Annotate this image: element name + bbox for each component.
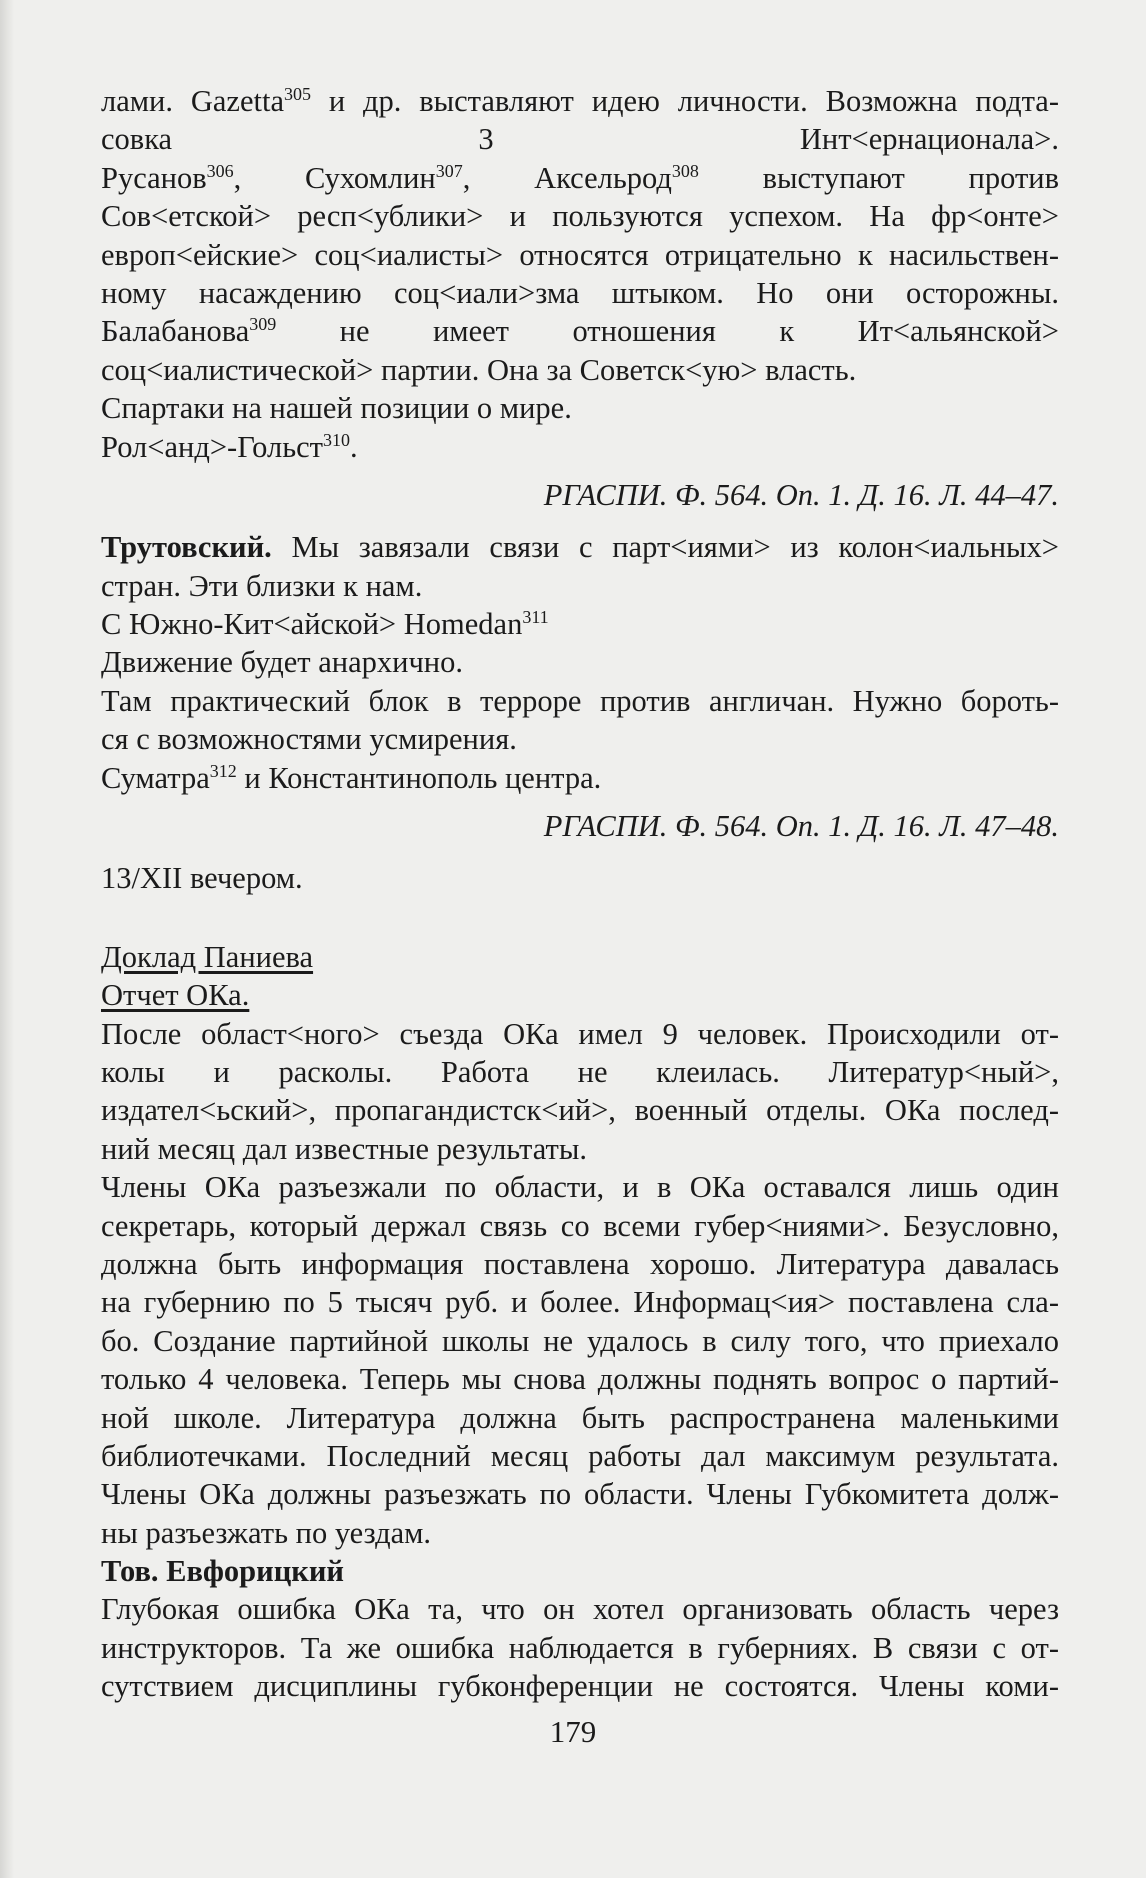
blank-line [101, 898, 1059, 938]
text-line [101, 1245, 1059, 1283]
text-line [101, 1015, 1059, 1053]
text-run: Там практический блок в терроре против англичан. Нужно бороть- [101, 683, 1059, 718]
text-run: Суматра [101, 760, 210, 795]
footnote-marker: 310 [323, 429, 351, 450]
text-run: стран. Эти близки к нам. [101, 568, 423, 603]
text-run: не имеет отношения к Ит<альянской> [276, 314, 1059, 349]
speaker-name: Трутовский. [101, 530, 272, 565]
footnote-marker: 312 [209, 760, 237, 781]
page-text [101, 82, 1059, 1706]
footnote-marker: 309 [249, 314, 277, 335]
text-run: После област<ного> съезда ОКа имел 9 человек. Происходили от- [101, 1016, 1059, 1051]
text-line [101, 1552, 1059, 1590]
text-run: Члены ОКа должны разъезжать по области. Члены Губкомитета долж- [101, 1477, 1059, 1512]
text-run: совка 3 Инт<ернационала>. [101, 122, 1059, 157]
text-line [101, 567, 1059, 605]
text-run: Русанов [101, 160, 207, 195]
text-run: инструкторов. Та же ошибка наблюдается в губерниях. В связи с от- [101, 1630, 1059, 1665]
text-run: ны разъезжать по уездам. [101, 1515, 432, 1550]
footnote-marker: 307 [435, 160, 463, 181]
text-run: С Южно-Кит<айской> Homedan [101, 607, 523, 642]
text-run: бо. Создание партийной школы не удалось в силу того, что приехало [101, 1323, 1059, 1358]
text-run: Мы завязали связи с парт<иями> из колон<иальных> [271, 530, 1059, 565]
text-run: . [350, 429, 358, 464]
footnote-marker: 305 [283, 83, 311, 104]
footnote-marker: 311 [522, 606, 549, 627]
text-line [101, 1283, 1059, 1321]
text-line [101, 236, 1059, 274]
text-run: Балабанова [101, 314, 250, 349]
text-line [101, 1399, 1059, 1437]
text-line [101, 682, 1059, 720]
text-run: Движение будет анархично. [101, 645, 463, 680]
text-line [101, 428, 1059, 466]
text-run: секретарь, который держал связь со всеми губер<ниями>. Безусловно, [101, 1208, 1059, 1243]
text-line [101, 1514, 1059, 1552]
text-run: соц<иалистической> партии. Она за Советск<ую> власть. [101, 352, 857, 387]
text-line [101, 1475, 1059, 1513]
text-run: выступают против [698, 160, 1059, 195]
footnote-marker: 306 [206, 160, 234, 181]
text-run: и др. выставляют идею личности. Возможна подта- [310, 84, 1059, 118]
text-line [101, 351, 1059, 389]
text-line [101, 938, 1059, 976]
text-line [101, 1437, 1059, 1475]
text-line [101, 82, 1059, 120]
footnote-marker: 308 [671, 160, 699, 181]
text-run: должна быть информация поставлена хорошо. Литература давалась [101, 1246, 1059, 1281]
text-line [101, 759, 1059, 797]
text-run: европ<ейские> соц<иалисты> относятся отрицательно к насильствен- [101, 237, 1059, 272]
text-line [101, 1130, 1059, 1168]
text-run: Спартаки на нашей позиции о мире. [101, 391, 572, 426]
text-line [101, 1322, 1059, 1360]
text-run: издател<ьский>, пропагандистск<ий>, военный отделы. ОКа послед- [101, 1093, 1059, 1128]
text-run: ному насаждению соц<иали>зма штыком. Но они осторожны. [101, 275, 1059, 310]
text-run: сутствием дисциплины губконференции не состоятся. Члены коми- [101, 1669, 1059, 1704]
text-run: на губернию по 5 тысяч руб. и более. Информац<ия> поставлена сла- [101, 1285, 1059, 1320]
text-line [101, 976, 1059, 1014]
archive-source-citation: РГАСПИ. Ф. 564. Оп. 1. Д. 16. Л. 47–48. [543, 809, 1059, 844]
text-line [101, 720, 1059, 758]
text-line [101, 1207, 1059, 1245]
text-run: Рол<анд>-Гольст [101, 429, 324, 464]
text-line [101, 159, 1059, 197]
page-edge-shadow [0, 0, 14, 1878]
text-run: ся с возможностями усмирения. [101, 722, 517, 757]
archive-source-citation: РГАСПИ. Ф. 564. Оп. 1. Д. 16. Л. 44–47. [543, 477, 1059, 512]
text-run: ний месяц дал известные результаты. [101, 1131, 587, 1166]
text-run: ной школе. Литература должна быть распространена маленькими [101, 1400, 1059, 1435]
page-number: 179 [549, 1714, 597, 1749]
text-run: только 4 человека. Теперь мы снова должны поднять вопрос о партий- [101, 1362, 1059, 1397]
text-line [101, 120, 1059, 158]
text-run: колы и расколы. Работа не клеилась. Литератур<ный>, [101, 1054, 1059, 1089]
text-run: Сов<етской> респ<ублики> и пользуются успехом. На фр<онте> [101, 199, 1059, 234]
text-line [101, 528, 1059, 566]
text-run: , Аксельрод [462, 160, 672, 195]
text-line [101, 1168, 1059, 1206]
text-line [101, 312, 1059, 350]
text-line [101, 1667, 1059, 1705]
text-line [101, 1629, 1059, 1667]
text-line [101, 1360, 1059, 1398]
text-run: лами. Gazetta [101, 84, 284, 118]
text-line [101, 1091, 1059, 1129]
speaker-name: Тов. Евфорицкий [101, 1554, 345, 1589]
text-line [101, 859, 1059, 897]
text-line [101, 643, 1059, 681]
underlined-heading: Отчет ОКа. [101, 978, 250, 1013]
text-run: 13/XII вечером. [101, 861, 303, 896]
text-line [101, 274, 1059, 312]
text-line [101, 1590, 1059, 1628]
text-run: и Константинополь центра. [236, 760, 602, 795]
text-run: Члены ОКа разъезжали по области, и в ОКа оставался лишь один [101, 1170, 1059, 1205]
text-run: библиотечками. Последний месяц работы дал максимум результата. [101, 1438, 1059, 1473]
text-line [101, 197, 1059, 235]
text-line [101, 389, 1059, 427]
text-run: , Сухомлин [233, 160, 436, 195]
text-run: Глубокая ошибка ОКа та, что он хотел организовать область через [101, 1592, 1059, 1627]
text-line [101, 605, 1059, 643]
underlined-heading: Доклад Паниева [101, 939, 314, 974]
text-line [101, 1053, 1059, 1091]
